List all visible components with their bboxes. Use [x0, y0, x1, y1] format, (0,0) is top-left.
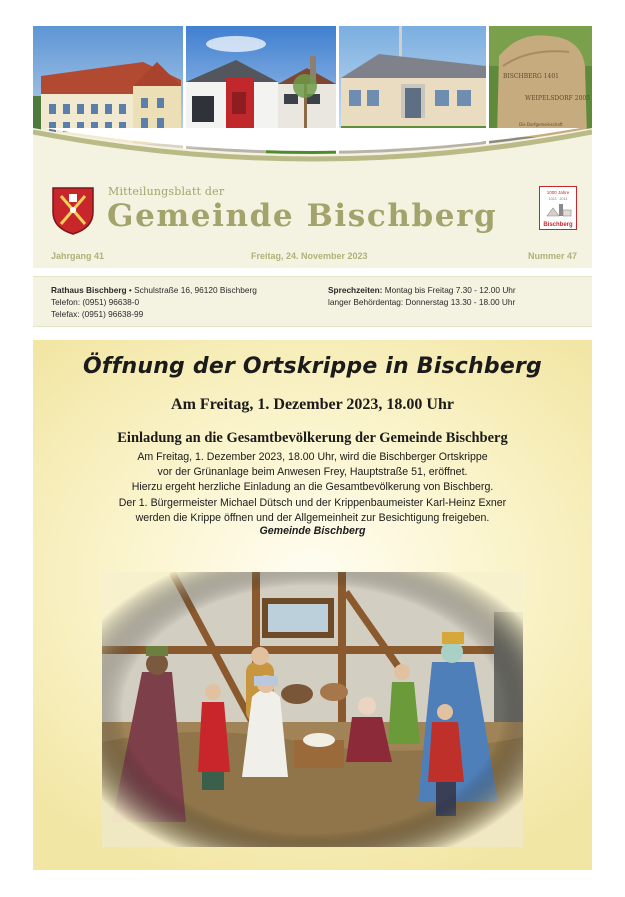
issue-info-row: [51, 251, 577, 265]
notice-date-line: Am Freitag, 1. Dezember 2023, 18.00 Uhr: [171, 396, 454, 413]
phone-number: Telefon: (0951) 96638-0: [51, 297, 140, 307]
town-hall-contact: [51, 284, 257, 320]
svg-text:1000 Jahre: 1000 Jahre: [546, 190, 570, 195]
notice-body-line: Hierzu ergeht herzliche Einladung an die Gesamtbevölkerung von Bischberg.: [131, 481, 494, 494]
svg-text:WEIPELSDORF 2005: WEIPELSDORF 2005: [525, 95, 591, 102]
masthead-subtitle: Mitteilungsblatt der: [108, 185, 225, 198]
crib-opening-notice: [33, 340, 592, 870]
office-hours: [328, 284, 516, 308]
notice-body-line: werden die Krippe öffnen und der Allgemeinheit zur Besichtigung freigeben.: [135, 511, 490, 524]
town-hall-address: • Schulstraße 16, 96120 Bischberg: [126, 285, 257, 295]
office-hours-label: Sprechzeiten:: [328, 285, 383, 295]
masthead-title: Gemeinde Bischberg: [107, 198, 498, 234]
anniversary-badge: [539, 186, 577, 230]
office-hours-days: Montag bis Freitag 7.30 - 12.00 Uhr: [382, 285, 516, 295]
notice-signature: Gemeinde Bischberg: [259, 525, 366, 537]
notice-title: Öffnung der Ortskrippe in Bischberg: [83, 354, 542, 379]
notice-body-line: Am Freitag, 1. Dezember 2023, 18.00 Uhr, wird die Bischberger Ortskrippe: [137, 451, 488, 463]
notice-invitation-heading: Einladung an die Gesamtbevölkerung der Gemeinde Bischberg: [117, 430, 508, 446]
notice-body-line: vor der Grünanlage beim Anwesen Frey, Hauptstraße 51, eröffnet.: [157, 466, 468, 479]
contact-box: [33, 276, 592, 327]
fax-number: Telefax: (0951) 96638-99: [51, 309, 144, 319]
town-hall-name: Rathaus Bischberg: [51, 285, 127, 295]
notice-body: [43, 450, 582, 526]
nativity-scene-photo: [102, 572, 523, 847]
notice-body-line: Der 1. Bürgermeister Michael Dütsch und der Krippenbaumeister Karl-Heinz Exner: [118, 496, 507, 509]
svg-text:BISCHBERG 1401: BISCHBERG 1401: [503, 73, 559, 80]
issue-number: Nummer 47: [527, 251, 577, 261]
coat-of-arms-logo: [51, 186, 95, 236]
issue-volume: Jahrgang 41: [51, 251, 105, 261]
svg-text:Bischberg: Bischberg: [543, 222, 573, 228]
late-office-hours: langer Behördentag: Donnerstag 13.30 - 18.00 Uhr: [328, 297, 516, 307]
issue-date: Freitag, 24. November 2023: [251, 251, 368, 261]
svg-text:1013 · 2013: 1013 · 2013: [548, 197, 568, 201]
svg-text:Die Dorfgemeinschaft: Die Dorfgemeinschaft: [519, 122, 563, 127]
